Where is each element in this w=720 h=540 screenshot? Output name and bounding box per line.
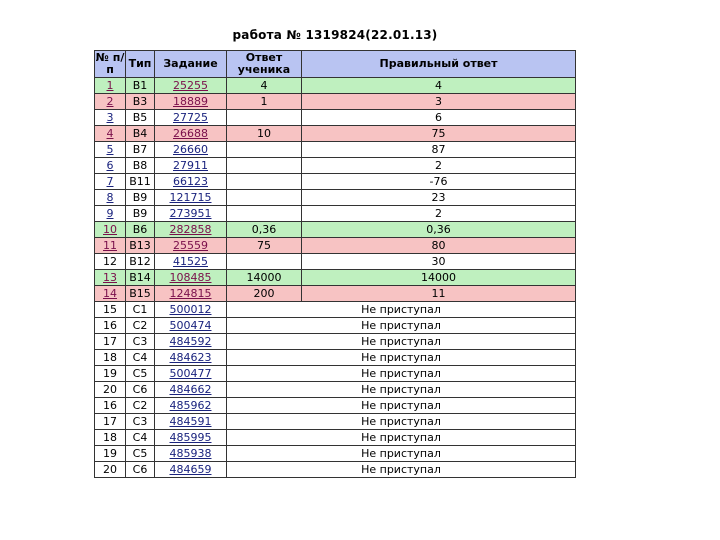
task-type: B6: [126, 222, 155, 238]
task-cell: [155, 254, 227, 270]
student-answer: 75: [227, 238, 302, 254]
task-type: B11: [126, 174, 155, 190]
task-link[interactable]: 484591: [169, 415, 212, 428]
student-answer: [227, 142, 302, 158]
task-cell: [155, 446, 227, 462]
table-row: [95, 94, 576, 110]
row-number-cell: [95, 190, 126, 206]
row-number-link[interactable]: 2: [106, 95, 114, 108]
row-number-link[interactable]: 5: [106, 143, 114, 156]
row-number-cell: [95, 462, 126, 478]
table-row: [95, 270, 576, 286]
correct-answer: 3: [302, 94, 576, 110]
not-started-status: Не приступал: [227, 462, 576, 478]
task-cell: [155, 110, 227, 126]
not-started-status: Не приступал: [227, 430, 576, 446]
correct-answer: 80: [302, 238, 576, 254]
student-answer: [227, 254, 302, 270]
task-type: B3: [126, 94, 155, 110]
not-started-status: Не приступал: [227, 366, 576, 382]
task-cell: [155, 270, 227, 286]
not-started-status: Не приступал: [227, 334, 576, 350]
task-link[interactable]: 26660: [173, 143, 208, 156]
correct-answer: 2: [302, 206, 576, 222]
not-started-status: Не приступал: [227, 382, 576, 398]
row-number-cell: [95, 350, 126, 366]
task-type: C3: [126, 334, 155, 350]
row-number: 17: [103, 415, 117, 428]
row-number: 16: [103, 319, 117, 332]
row-number: 19: [103, 367, 117, 380]
task-type: B13: [126, 238, 155, 254]
correct-answer: 30: [302, 254, 576, 270]
row-number: 16: [103, 399, 117, 412]
table-row: [95, 110, 576, 126]
task-type: B5: [126, 110, 155, 126]
task-link[interactable]: 500474: [169, 319, 212, 332]
task-type: C2: [126, 398, 155, 414]
row-number-cell: [95, 446, 126, 462]
table-row: [95, 414, 576, 430]
task-link[interactable]: 500012: [169, 303, 212, 316]
table-row: [95, 398, 576, 414]
task-cell: [155, 158, 227, 174]
task-link[interactable]: 485938: [169, 447, 212, 460]
task-link[interactable]: 273951: [169, 207, 212, 220]
row-number-cell: [95, 174, 126, 190]
row-number: 15: [103, 303, 117, 316]
not-started-status: Не приступал: [227, 350, 576, 366]
table-row: [95, 286, 576, 302]
correct-answer: 23: [302, 190, 576, 206]
task-link[interactable]: 25559: [173, 239, 208, 252]
table-row: [95, 222, 576, 238]
task-link[interactable]: 27725: [173, 111, 208, 124]
table-row: [95, 350, 576, 366]
task-type: C5: [126, 366, 155, 382]
row-number: 19: [103, 447, 117, 460]
table-row: [95, 462, 576, 478]
task-type: C2: [126, 318, 155, 334]
row-number-cell: [95, 366, 126, 382]
row-number-cell: [95, 142, 126, 158]
not-started-status: Не приступал: [227, 318, 576, 334]
row-number: 20: [103, 383, 117, 396]
row-number-cell: [95, 238, 126, 254]
row-number-link[interactable]: 14: [103, 287, 117, 300]
task-link[interactable]: 41525: [173, 255, 208, 268]
row-number-cell: [95, 430, 126, 446]
task-type: B8: [126, 158, 155, 174]
correct-answer: 87: [302, 142, 576, 158]
student-answer: 0,36: [227, 222, 302, 238]
correct-answer: 75: [302, 126, 576, 142]
task-type: C4: [126, 350, 155, 366]
row-number-link[interactable]: 13: [103, 271, 117, 284]
table-row: [95, 78, 576, 94]
row-number: 17: [103, 335, 117, 348]
correct-answer: -76: [302, 174, 576, 190]
not-started-status: Не приступал: [227, 414, 576, 430]
row-number-cell: [95, 334, 126, 350]
row-number-link[interactable]: 4: [106, 127, 114, 140]
header-number: № п/п: [95, 51, 125, 76]
task-type: B12: [126, 254, 155, 270]
task-type: B7: [126, 142, 155, 158]
table-row: [95, 190, 576, 206]
header-task: Задание: [155, 51, 227, 78]
row-number-cell: [95, 318, 126, 334]
task-cell: [155, 382, 227, 398]
table-row: [95, 318, 576, 334]
row-number-cell: [95, 206, 126, 222]
results-body: [95, 78, 576, 478]
student-answer: [227, 158, 302, 174]
table-row: [95, 366, 576, 382]
table-row: [95, 158, 576, 174]
task-link[interactable]: 124815: [169, 287, 212, 300]
task-link[interactable]: 484662: [169, 383, 212, 396]
task-cell: [155, 222, 227, 238]
task-type: C3: [126, 414, 155, 430]
header-student-answer: Ответ ученика: [227, 51, 302, 78]
task-cell: [155, 350, 227, 366]
correct-answer: 11: [302, 286, 576, 302]
row-number-cell: [95, 78, 126, 94]
task-cell: [155, 94, 227, 110]
row-number-cell: [95, 270, 126, 286]
row-number-link[interactable]: 1: [106, 79, 114, 92]
not-started-status: Не приступал: [227, 446, 576, 462]
correct-answer: 2: [302, 158, 576, 174]
correct-answer: 0,36: [302, 222, 576, 238]
table-row: [95, 334, 576, 350]
table-row: [95, 174, 576, 190]
student-answer: [227, 110, 302, 126]
student-answer: 14000: [227, 270, 302, 286]
task-type: C1: [126, 302, 155, 318]
task-link[interactable]: 108485: [169, 271, 212, 284]
task-type: C6: [126, 462, 155, 478]
row-number-cell: [95, 286, 126, 302]
task-cell: [155, 238, 227, 254]
task-cell: [155, 334, 227, 350]
task-link[interactable]: 25255: [173, 79, 208, 92]
row-number-cell: [95, 414, 126, 430]
student-answer: 1: [227, 94, 302, 110]
table-row: [95, 254, 576, 270]
task-link[interactable]: 121715: [169, 191, 212, 204]
row-number-cell: [95, 222, 126, 238]
task-link[interactable]: 66123: [173, 175, 208, 188]
task-cell: [155, 414, 227, 430]
table-row: [95, 238, 576, 254]
header-correct-answer: Правильный ответ: [302, 51, 576, 78]
row-number-cell: [95, 110, 126, 126]
row-number-link[interactable]: 7: [106, 175, 114, 188]
row-number-cell: [95, 94, 126, 110]
row-number: 12: [103, 255, 117, 268]
row-number-cell: [95, 398, 126, 414]
student-answer: [227, 206, 302, 222]
table-row: [95, 430, 576, 446]
table-row: [95, 382, 576, 398]
task-link[interactable]: 26688: [173, 127, 208, 140]
task-type: C4: [126, 430, 155, 446]
task-cell: [155, 190, 227, 206]
not-started-status: Не приступал: [227, 302, 576, 318]
student-answer: 10: [227, 126, 302, 142]
row-number-cell: [95, 382, 126, 398]
task-cell: [155, 286, 227, 302]
row-number-cell: [95, 158, 126, 174]
table-row: [95, 206, 576, 222]
task-type: B14: [126, 270, 155, 286]
correct-answer: 6: [302, 110, 576, 126]
task-cell: [155, 318, 227, 334]
row-number-link[interactable]: 10: [103, 223, 117, 236]
row-number-link[interactable]: 6: [106, 159, 114, 172]
row-number-link[interactable]: 3: [106, 111, 114, 124]
row-number: 18: [103, 431, 117, 444]
header-type: Тип: [126, 51, 155, 78]
not-started-status: Не приступал: [227, 398, 576, 414]
row-number-cell: [95, 254, 126, 270]
header-row: [95, 51, 576, 78]
task-type: B9: [126, 206, 155, 222]
row-number-cell: [95, 126, 126, 142]
table-row: [95, 446, 576, 462]
table-row: [95, 126, 576, 142]
task-type: B4: [126, 126, 155, 142]
task-cell: [155, 398, 227, 414]
results-table: [94, 50, 576, 478]
task-type: C6: [126, 382, 155, 398]
task-cell: [155, 174, 227, 190]
task-link[interactable]: 485962: [169, 399, 212, 412]
task-link[interactable]: 485995: [169, 431, 212, 444]
row-number-link[interactable]: 8: [106, 191, 114, 204]
table-row: [95, 142, 576, 158]
task-link[interactable]: 484592: [169, 335, 212, 348]
task-type: C5: [126, 446, 155, 462]
task-link[interactable]: 18889: [173, 95, 208, 108]
student-answer: 200: [227, 286, 302, 302]
student-answer: [227, 174, 302, 190]
task-cell: [155, 462, 227, 478]
task-cell: [155, 78, 227, 94]
task-cell: [155, 430, 227, 446]
task-link[interactable]: 500477: [169, 367, 212, 380]
row-number: 18: [103, 351, 117, 364]
task-cell: [155, 142, 227, 158]
task-link[interactable]: 27911: [173, 159, 208, 172]
task-cell: [155, 366, 227, 382]
student-answer: 4: [227, 78, 302, 94]
task-link[interactable]: 484659: [169, 463, 212, 476]
row-number: 20: [103, 463, 117, 476]
table-row: [95, 302, 576, 318]
row-number-cell: [95, 302, 126, 318]
task-cell: [155, 126, 227, 142]
student-answer: [227, 190, 302, 206]
page-title: работа № 1319824(22.01.13): [232, 28, 438, 42]
correct-answer: 4: [302, 78, 576, 94]
row-number-link[interactable]: 9: [106, 207, 114, 220]
task-cell: [155, 302, 227, 318]
task-cell: [155, 206, 227, 222]
task-type: B9: [126, 190, 155, 206]
row-number-link[interactable]: 11: [103, 239, 117, 252]
task-link[interactable]: 282858: [169, 223, 212, 236]
task-type: B1: [126, 78, 155, 94]
task-link[interactable]: 484623: [169, 351, 212, 364]
task-type: B15: [126, 286, 155, 302]
correct-answer: 14000: [302, 270, 576, 286]
